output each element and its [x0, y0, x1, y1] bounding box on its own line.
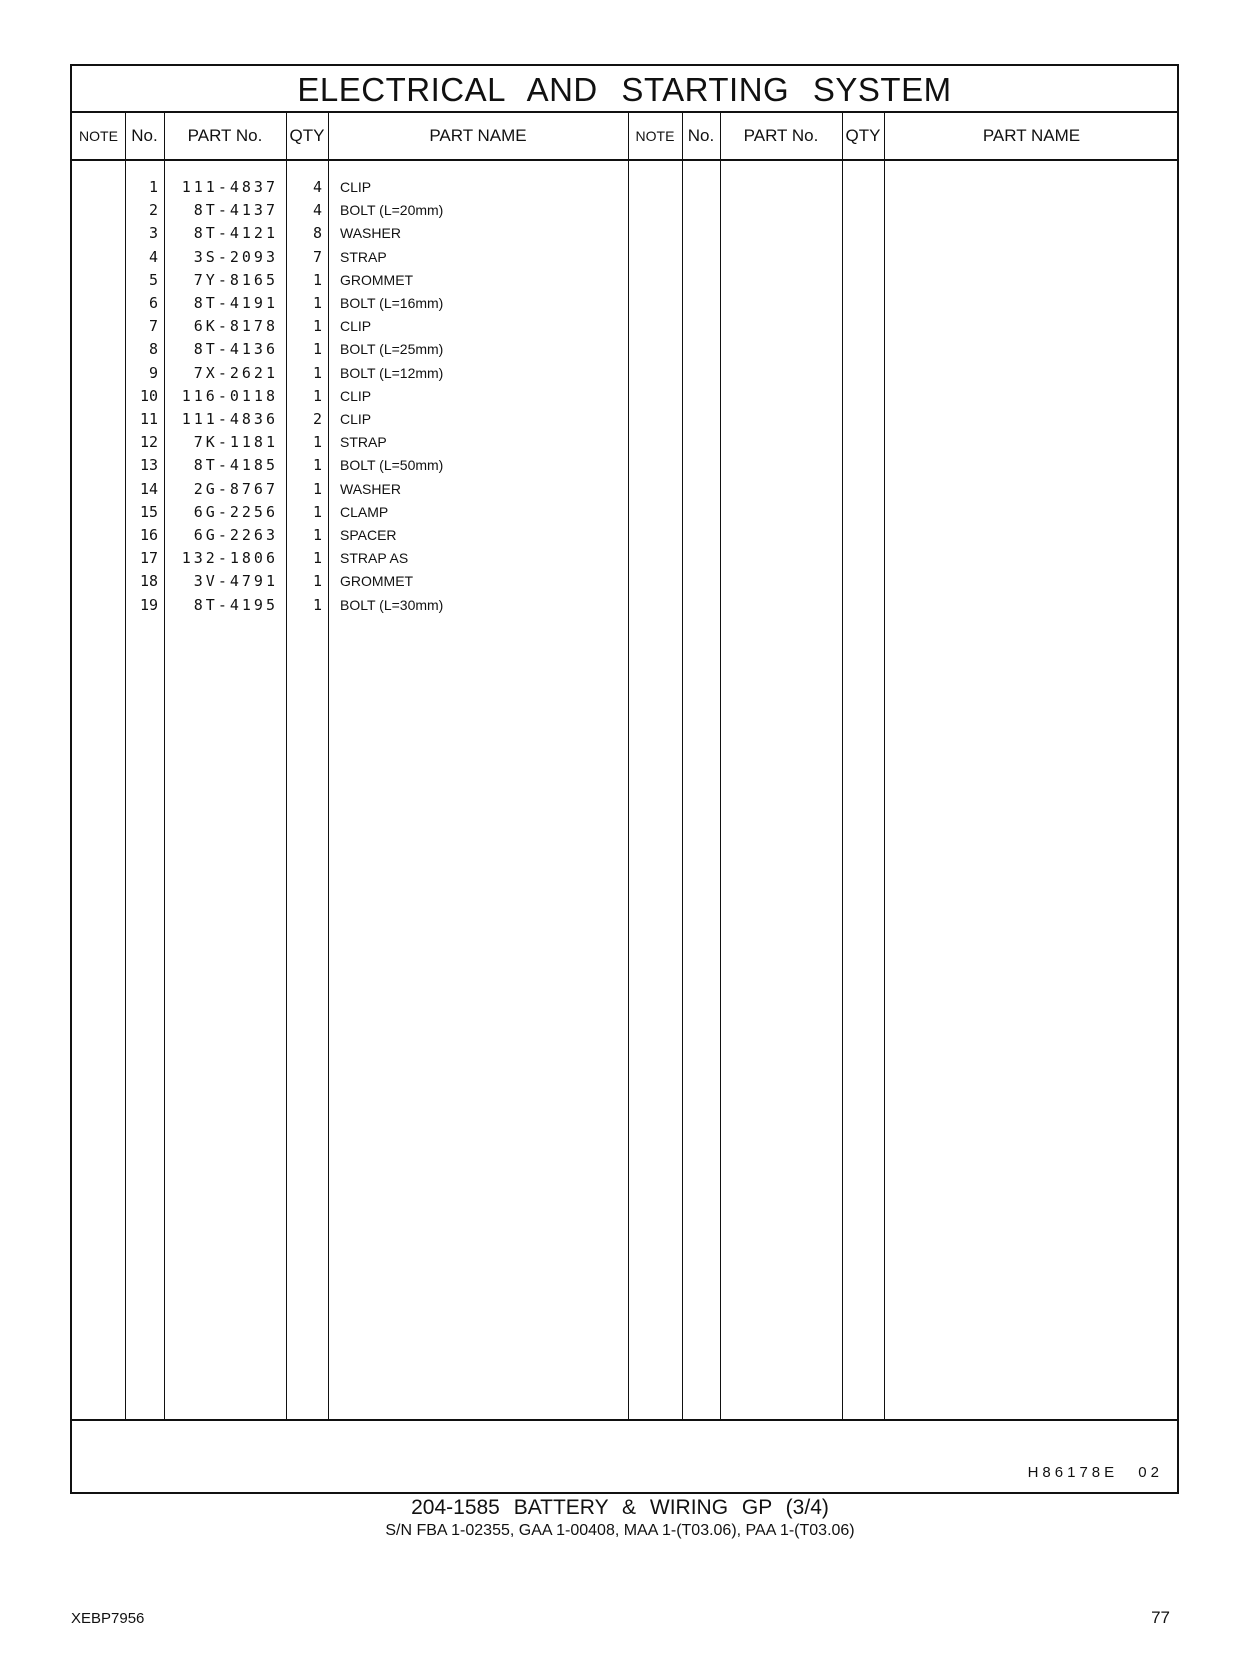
item-number: 18	[139, 572, 158, 591]
table-row	[72, 292, 628, 315]
table-row	[72, 570, 628, 593]
part-number: 2G-8767	[193, 479, 278, 498]
item-number: 14	[139, 479, 158, 498]
item-number: 15	[139, 502, 158, 521]
part-name: BOLT (L=12mm)	[340, 364, 444, 381]
header-part-name-right: PART NAME	[982, 126, 1081, 145]
table-bottom-rule	[72, 1419, 1177, 1421]
quantity: 1	[312, 572, 322, 591]
quantity: 1	[312, 317, 322, 336]
table-row	[72, 315, 628, 338]
part-number: 8T-4121	[193, 224, 278, 243]
item-number: 12	[139, 433, 158, 452]
item-number: 2	[148, 201, 158, 220]
column-divider	[842, 113, 843, 1419]
header-note-right: NOTE	[635, 128, 675, 144]
column-divider	[682, 113, 683, 1419]
quantity: 1	[312, 549, 322, 568]
table-row	[72, 478, 628, 501]
part-name: BOLT (L=30mm)	[340, 596, 444, 613]
header-part-no: PART No.	[187, 126, 263, 145]
table-row	[72, 385, 628, 408]
table-row	[72, 501, 628, 524]
table-row	[72, 594, 628, 617]
part-name: STRAP	[340, 248, 387, 265]
quantity: 2	[312, 410, 322, 428]
page-number: 77	[1151, 1608, 1170, 1627]
part-number: 8T-4191	[193, 294, 278, 312]
quantity: 4	[312, 178, 322, 196]
item-number: 13	[139, 456, 158, 475]
quantity: 4	[312, 201, 322, 220]
part-number: 8T-4185	[193, 456, 278, 475]
header-part-name: PART NAME	[429, 126, 527, 145]
quantity: 1	[312, 270, 322, 289]
part-name: BOLT (L=50mm)	[340, 457, 444, 474]
table-row	[72, 176, 628, 199]
quantity: 8	[312, 224, 322, 243]
part-number: 8T-4195	[193, 595, 278, 614]
group-caption: 204-1585 BATTERY & WIRING GP (3/4)	[411, 1496, 829, 1519]
quantity: 1	[312, 479, 322, 498]
part-number: 7K-1181	[193, 433, 278, 452]
table-row	[72, 269, 628, 292]
part-name: CLAMP	[340, 503, 389, 520]
column-divider	[884, 113, 885, 1419]
part-name: CLIP	[340, 387, 372, 404]
quantity: 1	[312, 363, 322, 382]
part-name: CLIP	[340, 318, 372, 335]
part-name: BOLT (L=16mm)	[340, 295, 444, 311]
part-number: 116-0118	[181, 386, 278, 405]
part-name: GROMMET	[340, 271, 414, 288]
table-row	[72, 199, 628, 222]
item-number: 7	[148, 317, 158, 336]
quantity: 1	[312, 340, 322, 359]
part-number: 3S-2093	[193, 247, 278, 266]
table-row	[72, 431, 628, 454]
item-number: 5	[148, 270, 158, 289]
column-divider	[628, 113, 629, 1419]
quantity: 1	[312, 526, 322, 544]
header-qty-right: QTY	[845, 126, 881, 145]
drawing-code: H86178E 02	[1027, 1464, 1163, 1481]
item-number: 19	[139, 595, 158, 614]
part-number: 6G-2256	[193, 502, 278, 521]
part-name: BOLT (L=20mm)	[340, 202, 444, 219]
table-row	[72, 524, 628, 547]
item-number: 16	[139, 526, 158, 544]
quantity: 1	[312, 456, 322, 475]
item-number: 10	[139, 386, 158, 405]
part-number: 132-1806	[181, 549, 278, 568]
part-number: 8T-4136	[193, 340, 278, 359]
quantity: 1	[312, 386, 322, 405]
part-number: 7Y-8165	[193, 270, 278, 289]
parts-table-frame	[70, 64, 1179, 1494]
section-title: ELECTRICAL AND STARTING SYSTEM	[72, 66, 1177, 113]
item-number: 11	[139, 410, 158, 428]
table-row	[72, 338, 628, 361]
item-number: 9	[148, 363, 158, 382]
part-number: 7X-2621	[193, 363, 278, 382]
part-number: 8T-4137	[193, 201, 278, 220]
part-name: STRAP AS	[340, 550, 409, 567]
part-number: 3V-4791	[193, 572, 278, 591]
item-number: 1	[148, 178, 158, 196]
part-name: CLIP	[340, 411, 372, 427]
header-no-right: No.	[687, 126, 715, 145]
table-row	[72, 246, 628, 269]
quantity: 1	[312, 433, 322, 452]
item-number: 6	[148, 294, 158, 312]
column-divider	[720, 113, 721, 1419]
header-note: NOTE	[79, 128, 118, 144]
part-name: WASHER	[340, 225, 401, 242]
table-row	[72, 362, 628, 385]
quantity: 7	[312, 247, 322, 266]
part-name: STRAP	[340, 434, 387, 451]
quantity: 1	[312, 595, 322, 614]
quantity: 1	[312, 294, 322, 312]
table-row	[72, 222, 628, 245]
part-number: 111-4836	[181, 410, 278, 428]
item-number: 17	[139, 549, 158, 568]
header-part-no-right: PART No.	[743, 126, 819, 145]
quantity: 1	[312, 502, 322, 521]
table-row	[72, 408, 628, 431]
part-number: 6K-8178	[193, 317, 278, 336]
item-number: 4	[148, 247, 158, 266]
part-number: 111-4837	[181, 178, 278, 196]
item-number: 8	[148, 340, 158, 359]
serial-caption: S/N FBA 1-02355, GAA 1-00408, MAA 1-(T03.06), PAA 1-(T03.06)	[385, 1522, 855, 1539]
document-id: XEBP7956	[71, 1610, 145, 1627]
header-qty: QTY	[289, 126, 325, 145]
part-name: SPACER	[340, 527, 397, 543]
table-row	[72, 454, 628, 477]
part-name: GROMMET	[340, 573, 414, 590]
part-name: BOLT (L=25mm)	[340, 341, 444, 358]
table-row	[72, 547, 628, 570]
part-name: WASHER	[340, 480, 401, 497]
part-name: CLIP	[340, 179, 372, 195]
item-number: 3	[148, 224, 158, 243]
header-no: No.	[131, 126, 158, 145]
part-number: 6G-2263	[193, 526, 278, 544]
